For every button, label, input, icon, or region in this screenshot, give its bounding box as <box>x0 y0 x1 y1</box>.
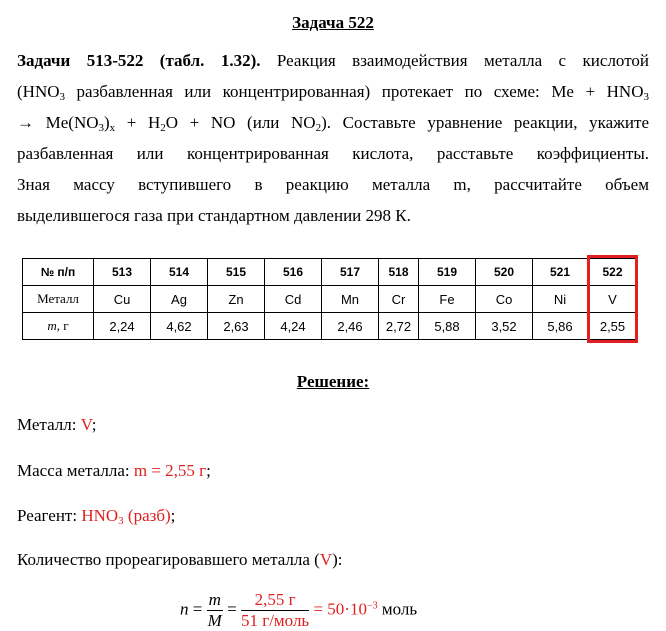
table-cell: 4,24 <box>265 313 322 340</box>
table-cell: 4,62 <box>151 313 208 340</box>
table-cell: 5,86 <box>533 313 588 340</box>
table-cell: Cu <box>94 286 151 313</box>
table-row-label: Металл <box>23 286 94 313</box>
statement-line-5: Зная массу вступившего в реакцию металла m, рассчитайте объем <box>17 175 649 194</box>
table-cell: 521 <box>533 259 588 286</box>
statement-line-2: ($HNO_3$ разбавленная или концентрированная) протекает по схеме: $Me + HNO_3$ <box>17 82 649 103</box>
table-cell: Ag <box>151 286 208 313</box>
statement-line-1: Задачи 513-522 (табл. 1.32). Реакция взаимодействия металла с кислотой <box>17 51 650 70</box>
table-cell: 5,88 <box>419 313 476 340</box>
table-cell: 2,46 <box>322 313 379 340</box>
table-cell: 2,55 <box>588 313 638 340</box>
mass-value: m = 2,55 г <box>133 461 207 480</box>
task-title: Задача 522 <box>292 13 374 32</box>
table-cell: 519 <box>419 259 476 286</box>
table-header-row <box>23 259 638 286</box>
variants-table <box>22 258 638 340</box>
table-cell: Zn <box>208 286 265 313</box>
reagent-value: $HNO_3$ (разб) <box>81 506 171 527</box>
solution-amount-line: Количество прореагировавшего металла (V): <box>17 550 343 569</box>
table-row-metal <box>23 286 638 313</box>
solution-heading: Решение: <box>296 372 370 391</box>
table-cell: 516 <box>265 259 322 286</box>
table-cell: 2,63 <box>208 313 265 340</box>
table-cell: 522 <box>588 259 638 286</box>
table-cell: Cr <box>379 286 419 313</box>
table-cell: Cd <box>265 286 322 313</box>
table-row-label: m, г <box>23 313 94 340</box>
statement-line-3: → $Me(NO_3)_x + H_2O$ + NO (или $NO_2$). Составьте уравнение реакции, укажите <box>17 113 649 134</box>
table-cell: 2,24 <box>94 313 151 340</box>
table-cell: Ni <box>533 286 588 313</box>
table-cell: Fe <box>419 286 476 313</box>
table-cell: 520 <box>476 259 533 286</box>
amount-formula: n = $\frac{m}{M}$ = $\frac{2,55 г}{\text{51 г/моль}}$ = $50\cdot 10^{-3}$ моль <box>180 590 418 630</box>
table-cell: 517 <box>322 259 379 286</box>
statement-line-4: разбавленная или концентрированная кислота, расставьте коэффициенты. <box>17 144 649 163</box>
table-cell: 513 <box>94 259 151 286</box>
table-cell: 514 <box>151 259 208 286</box>
table-cell: 3,52 <box>476 313 533 340</box>
formula-fraction-symbolic: $\frac{m}{M}$ <box>207 590 222 630</box>
metal-value: V <box>80 415 92 434</box>
table-cell: 2,72 <box>379 313 419 340</box>
table-cell: V <box>588 286 638 313</box>
task-statement <box>17 45 649 231</box>
table-cell: № п/п <box>23 259 94 286</box>
statement-line-6: выделившегося газа при стандартном давлении 298 К. <box>17 206 411 225</box>
table-cell: Co <box>476 286 533 313</box>
formula-fraction-numeric: $\frac{2,55 г}{\text{51 г/моль}}$ <box>240 590 310 630</box>
table-row-mass <box>23 313 638 340</box>
solution-mass-line: Масса металла: m = 2,55 г; <box>17 461 211 480</box>
solution-reagent-line: Реагент: $HNO_3$ (разб); <box>17 506 176 527</box>
solution-metal-line: Металл: V; <box>17 415 97 434</box>
table-cell: 515 <box>208 259 265 286</box>
table-cell: 518 <box>379 259 419 286</box>
table-cell: Mn <box>322 286 379 313</box>
task-range-label: Задачи 513-522 (табл. 1.32). <box>17 51 261 70</box>
amount-metal: V <box>319 550 333 569</box>
